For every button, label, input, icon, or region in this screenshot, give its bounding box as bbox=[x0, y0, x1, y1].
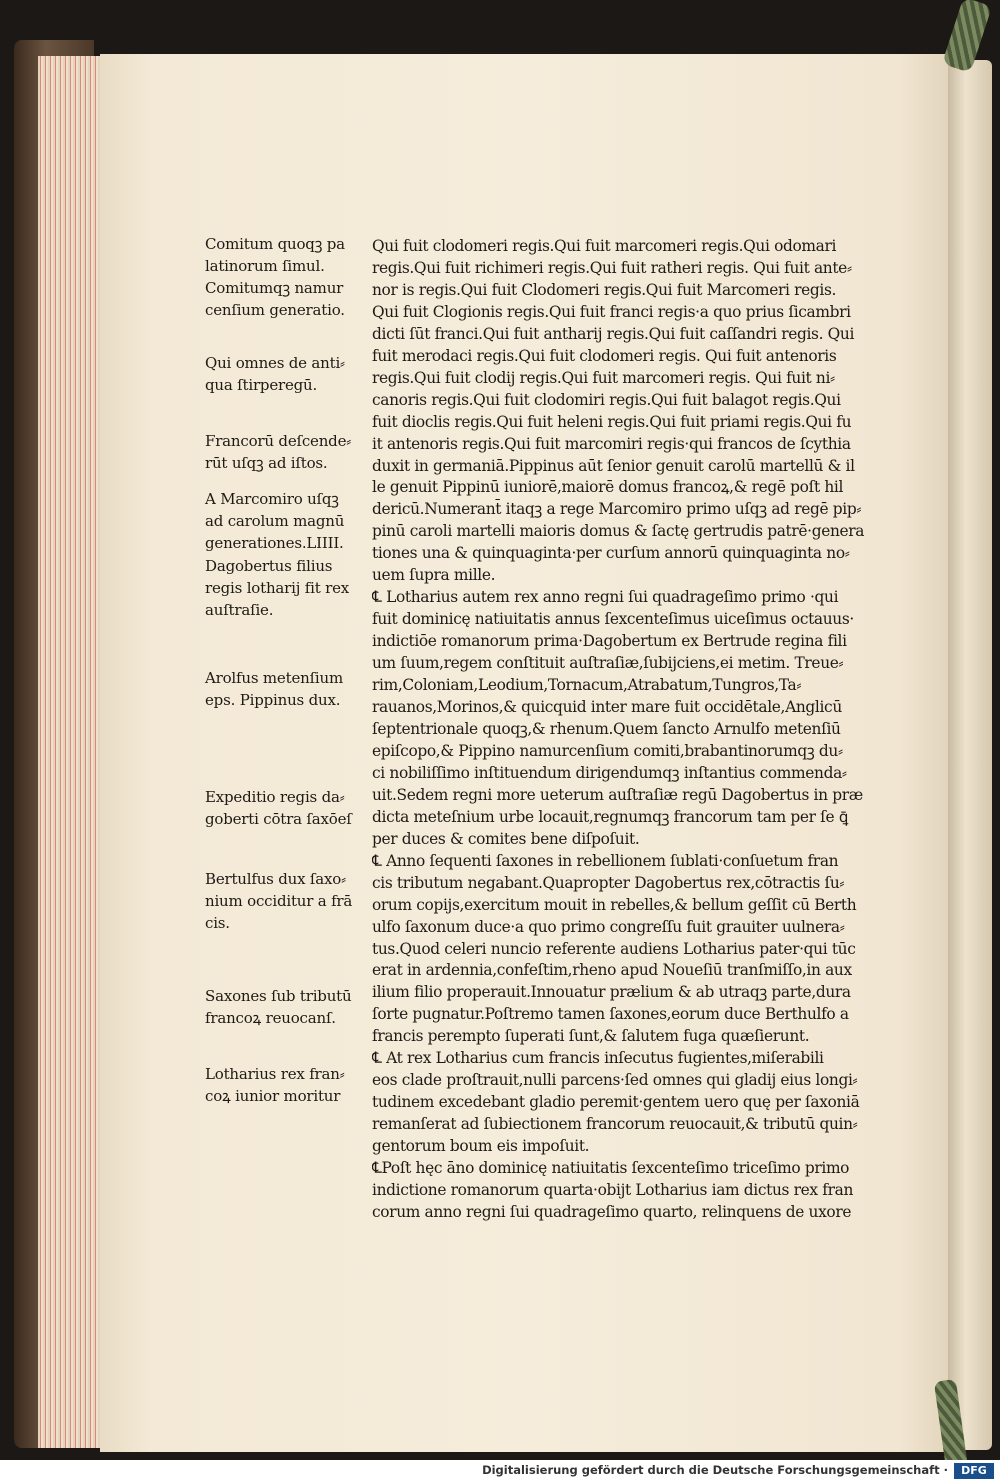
margin-note bbox=[205, 667, 357, 711]
text-line: um ſuum,regem conſtituit auſtraſiæ,ſubijciens,ei metim. Treue⸗ bbox=[372, 654, 844, 673]
text-line: eos clade proſtrauit,nulli parcens·ſed omnes qui gladij eius longi⸗ bbox=[372, 1071, 858, 1090]
text-line: uem ſupra mille. bbox=[372, 566, 496, 585]
margin-note-line: francoꝝ reuocanſ. bbox=[205, 1009, 336, 1027]
margin-note-line: goberti cōtra ſaxōeſ bbox=[205, 810, 352, 828]
text-line: ilium filio properauit.Innouatur prælium & ab utraqꝫ parte,dura bbox=[372, 983, 851, 1002]
margin-note-line: qua ſtirperegū. bbox=[205, 376, 318, 394]
margin-note bbox=[205, 430, 357, 474]
text-line: orum copijs,exercitum mouit in rebelles,& bellum geſſit cū Berth bbox=[372, 895, 857, 914]
text-line: dicti ſūt franci.Qui fuit antharij regis.Qui fuit caſſandri regis. Qui bbox=[372, 324, 855, 343]
margin-note bbox=[205, 555, 357, 621]
text-line: rim,Coloniam,Leodium,Tornacum,Atrabatum,Tungros,Ta⸗ bbox=[372, 676, 802, 695]
text-line: tus.Quod celeri nuncio referente audiens Lotharius pater·qui tūc bbox=[372, 939, 856, 958]
text-line: ſeptentrionale quoqꝫ,& rhenum.Quem ſancto Arnulfo metenſiū bbox=[372, 719, 841, 738]
margin-note-line: regis lotharij fit rex bbox=[205, 579, 350, 597]
text-line: gentorum boum eis impoſuit. bbox=[372, 1137, 590, 1156]
text-line: le genuit Pippinū iuniorē,maiorē domus francoꝝ,& regē poſt hil bbox=[372, 478, 844, 497]
main-text-block bbox=[372, 236, 880, 1224]
text-line: Qui fuit clodomeri regis.Qui fuit marcomeri regis.Qui odomari bbox=[372, 237, 837, 255]
margin-note-line: Arolfus metenſium bbox=[205, 669, 344, 687]
funding-credit: Digitalisierung gefördert durch die Deutsche Forschungsgemeinschaft · bbox=[482, 1463, 948, 1477]
margin-note bbox=[205, 985, 357, 1029]
margin-note bbox=[205, 233, 357, 321]
footer-bar bbox=[0, 1460, 1000, 1482]
text-line: rauanos,Morinos,& quicquid inter mare fuit occidētale,Anglicū bbox=[372, 698, 842, 717]
margin-note-line: cis. bbox=[205, 914, 230, 932]
margin-note-line: generationes.LIIII. bbox=[205, 534, 344, 552]
text-line: Qui fuit Clogionis regis.Qui fuit franci regis·a quo prius ſicambri bbox=[372, 302, 851, 321]
margin-note bbox=[205, 1063, 357, 1107]
text-line: it antenoris regis.Qui fuit marcomiri regis·qui francos de ſcythia bbox=[372, 434, 851, 453]
text-line: fuit dominicę natiuitatis annus ſexcenteſimus uiceſimus octauus· bbox=[372, 610, 854, 629]
text-line: ℄ Lotharius autem rex anno regni ſui quadrageſimo primo ·qui bbox=[372, 588, 839, 607]
text-line: per duces & comites bene diſpoſuit. bbox=[372, 829, 640, 848]
text-line: uit.Sedem regni more ueterum auſtraſiæ regū Dagobertus in præ bbox=[372, 785, 863, 804]
margin-note-line: coꝝ iunior moritur bbox=[205, 1087, 341, 1105]
text-line: corum anno regni ſui quadrageſimo quarto, relinquens de uxore bbox=[372, 1202, 852, 1221]
margin-note-line: A Marcomiro uſqꝫ bbox=[205, 490, 339, 508]
margin-note bbox=[205, 488, 357, 554]
text-line: fuit merodaci regis.Qui fuit clodomeri regis. Qui fuit antenoris bbox=[372, 346, 837, 365]
margin-note-line: eps. Pippinus dux. bbox=[205, 691, 341, 709]
margin-note-line: ad carolum magnū bbox=[205, 512, 345, 530]
margin-note-line: Saxones ſub tributū bbox=[205, 987, 352, 1005]
text-line: epiſcopo,& Pippino namurcenſium comiti,brabantinorumqꝫ du⸗ bbox=[372, 741, 843, 760]
margin-note-line: nium occiditur a frā bbox=[205, 892, 353, 910]
text-line: canoris regis.Qui fuit clodomiri regis.Qui fuit balagot regis.Qui bbox=[372, 390, 841, 409]
margin-note bbox=[205, 868, 357, 934]
margin-note-line: Expeditio regis da⸗ bbox=[205, 788, 345, 806]
margin-note-line: rūt uſqꝫ ad iſtos. bbox=[205, 454, 328, 472]
margin-note-line: Comitumqꝫ namur bbox=[205, 279, 344, 297]
text-line: cis tributum negabant.Quapropter Dagobertus rex,cōtractis ſu⸗ bbox=[372, 873, 845, 892]
text-line: remanſerat ad ſubiectionem francorum reuocauit,& tributū quin⸗ bbox=[372, 1115, 858, 1134]
margin-note-line: cenſium generatio. bbox=[205, 301, 345, 319]
margin-note-line: latinorum ſimul. bbox=[205, 257, 325, 275]
text-line: tudinem excedebant gladio peremit·gentem uero quę per ſaxoniā bbox=[372, 1093, 860, 1112]
text-line: ci nobiliſſimo inſtituendum dirigendumqꝫ inſtantius commenda⸗ bbox=[372, 763, 847, 782]
margin-note-line: Comitum quoqꝫ pa bbox=[205, 235, 345, 253]
text-line: ſorte pugnatur.Poſtremo tamen ſaxones,eorum duce Berthulfo a bbox=[372, 1005, 849, 1024]
text-line: duxit in germaniā.Pippinus aūt ſenior genuit carolū martellū & il bbox=[372, 456, 855, 475]
text-line: fuit dioclis regis.Qui fuit heleni regis.Qui fuit priami regis.Qui fu bbox=[372, 412, 852, 431]
text-line: francis perempto ſuperati ſunt,& ſalutem fuga quæſierunt. bbox=[372, 1027, 810, 1046]
text-line: erat in ardennia,confeſtim,rheno apud Noueſiū tranſmiſſo,in aux bbox=[372, 961, 852, 980]
text-line: tiones una & quinquaginta·per curſum annorū quinquaginta no⸗ bbox=[372, 544, 850, 563]
text-line: ℄ Anno ſequenti ſaxones in rebellionem ſublati·conſuetum fran bbox=[372, 851, 839, 870]
text-line: ℄Poſt hęc āno dominicę natiuitatis ſexcenteſimo triceſimo primo bbox=[372, 1159, 850, 1178]
text-line: ulfo ſaxonum duce·a quo primo congreſſu fuit grauiter uulnera⸗ bbox=[372, 917, 845, 936]
margin-note bbox=[205, 352, 357, 396]
margin-note-line: Dagobertus filius bbox=[205, 557, 333, 575]
text-line: dicta meteſnium urbe locauit,regnumqꝫ francorum tam per ſe ꝗ̄ bbox=[372, 807, 848, 826]
text-line: dericū.Numerant̄ itaqꝫ a rege Marcomiro primo uſqꝫ ad regē pip⸗ bbox=[372, 500, 862, 519]
margin-note-line: Lotharius rex fran⸗ bbox=[205, 1065, 345, 1083]
text-line: pinū caroli martelli maioris domus & ſactę gertrudis patrē·genera bbox=[372, 522, 865, 541]
margin-note-line: Francorū deſcende⸗ bbox=[205, 432, 352, 450]
margin-note bbox=[205, 786, 357, 830]
margin-note-line: auſtraſie. bbox=[205, 601, 274, 619]
margin-note-line: Qui omnes de anti⸗ bbox=[205, 354, 345, 372]
text-line: regis.Qui fuit clodij regis.Qui fuit marcomeri regis. Qui fuit ni⸗ bbox=[372, 368, 835, 387]
text-line: ℄ At rex Lotharius cum francis inſecutus fugientes,miſerabili bbox=[372, 1049, 824, 1068]
text-line: indictione romanorum quarta·obijt Lotharius iam dictus rex fran bbox=[372, 1180, 854, 1199]
margin-note-line: Bertulfus dux ſaxo⸗ bbox=[205, 870, 346, 888]
text-line: nor is regis.Qui fuit Clodomeri regis.Qui fuit Marcomeri regis. bbox=[372, 280, 837, 299]
text-line: indictiōe romanorum prima·Dagobertum ex Bertrude regina fili bbox=[372, 632, 847, 651]
text-line: regis.Qui fuit richimeri regis.Qui fuit ratheri regis. Qui fuit ante⸗ bbox=[372, 258, 852, 277]
dfg-logo: DFG bbox=[954, 1463, 994, 1479]
